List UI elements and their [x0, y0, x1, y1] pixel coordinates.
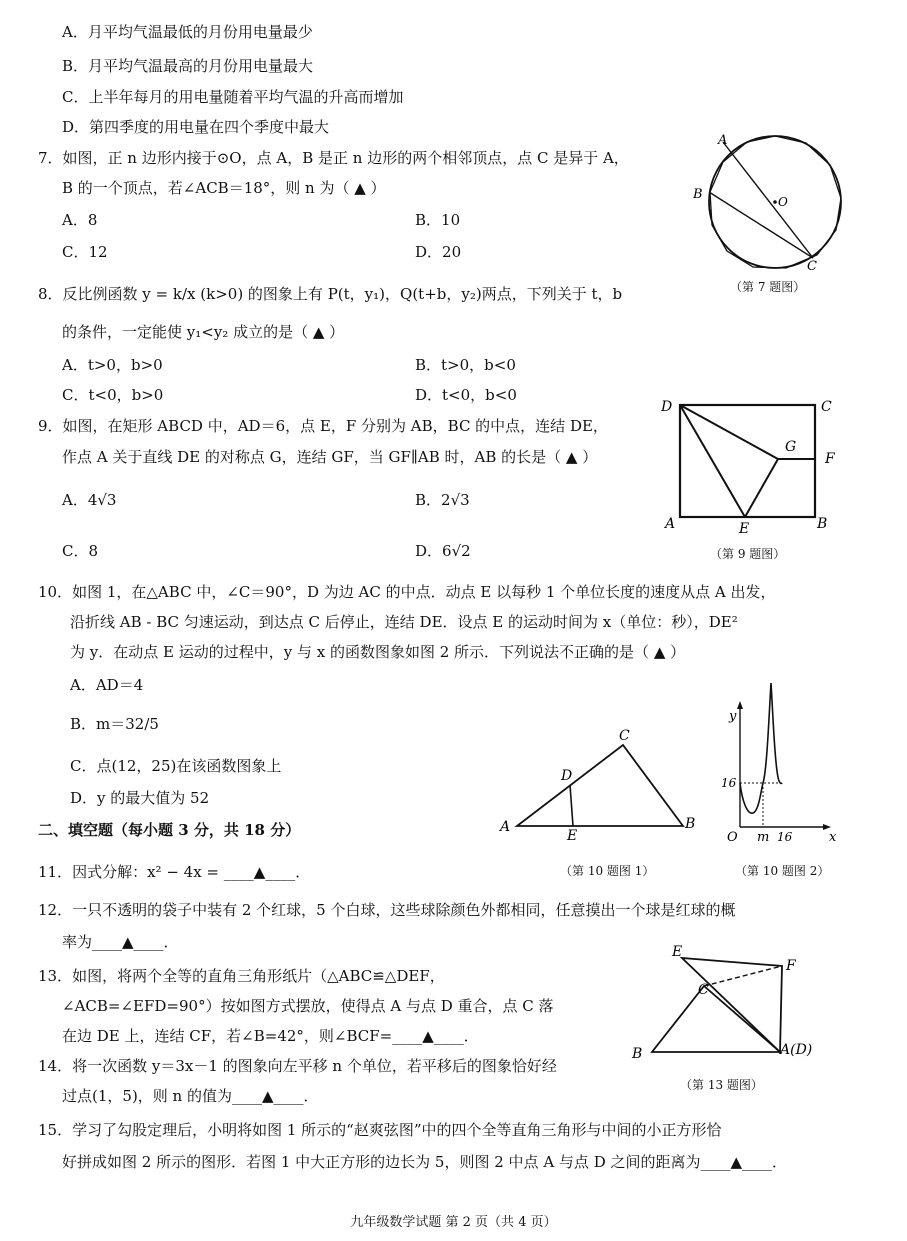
q7-label-b: B — [693, 187, 703, 202]
q7-line-ac — [723, 142, 813, 258]
q6-option-d: D．第四季度的用电量在四个季度中最大 — [62, 118, 330, 136]
q7-label-c: C — [807, 259, 817, 274]
q7-option-a: A．8 — [62, 211, 98, 229]
q10-option-a: A．AD＝4 — [70, 676, 144, 694]
q13-figure — [620, 942, 820, 1072]
q14-stem-line1: 14．将一次函数 y＝3x－1 的图象向左平移 n 个单位，若平移后的图象恰好经 — [38, 1057, 557, 1075]
q15-stem-line2: 好拼成如图 2 所示的图形．若图 1 中大正方形的边长为 5，则图 2 中点 A 与点 D 之间的距离为____▲____． — [62, 1153, 788, 1171]
q10-y-arrow — [737, 701, 743, 709]
q7-stem-line2: B 的一个顶点，若∠ACB＝18°，则 n 为（ ▲ ） — [62, 179, 386, 197]
q13-label-f: F — [786, 958, 796, 974]
q10-triangle-abc — [517, 745, 683, 826]
q10-stem-line2: 沿折线 AB - BC 匀速运动，到达点 C 后停止，连结 DE．设点 E 的运动时间为 x（单位：秒），DE² — [70, 613, 738, 631]
q10-option-b: B．m＝32/5 — [70, 715, 159, 733]
q8-option-a: A．t>0，b>0 — [62, 356, 163, 374]
q10-caption1: （第 10 题图 1） — [560, 864, 655, 878]
q9-rectangle — [680, 405, 815, 517]
q9-label-f: F — [825, 451, 835, 467]
q7-option-d: D．20 — [415, 243, 462, 261]
q8-option-c: C．t<0，b>0 — [62, 386, 164, 404]
q9-stem-line1: 9．如图，在矩形 ABCD 中，AD＝6，点 E，F 分别为 AB，BC 的中点，连结 DE， — [38, 417, 608, 435]
q10-option-c: C．点(12，25)在该函数图象上 — [70, 757, 282, 775]
page-footer: 九年级数学试题 第 2 页（共 4 页） — [350, 1215, 557, 1230]
q10-fig1-label-d: D — [561, 768, 573, 784]
q9-line-eg — [745, 459, 778, 517]
q6-option-a: A．月平均气温最低的月份用电量最少 — [62, 23, 313, 41]
q13-label-c: C — [698, 982, 709, 998]
q7-option-c: C．12 — [62, 243, 108, 261]
q9-label-c: C — [821, 399, 832, 415]
q10-option-d: D．y 的最大值为 52 — [70, 789, 210, 807]
q9-figure — [655, 395, 855, 540]
q9-option-a: A．4√3 — [62, 491, 117, 509]
q8-option-d: D．t<0，b<0 — [415, 386, 517, 404]
q9-label-g: G — [785, 439, 797, 455]
q13-stem-line1: 13．如图，将两个全等的直角三角形纸片（△ABC≌△DEF， — [38, 967, 445, 985]
q8-stem-line1: 8．反比例函数 y = k/x (k>0) 的图象上有 P(t，y₁)，Q(t+b，y₂)两点，下列关于 t，b — [38, 285, 623, 303]
q13-label-ad: A(D) — [780, 1042, 813, 1058]
q10-line-de — [570, 785, 573, 826]
q6-option-c: C．上半年每月的用电量随着平均气温的升高而增加 — [62, 88, 404, 106]
q12-stem-line1: 12．一只不透明的袋子中装有 2 个红球，5 个白球，这些球除颜色外都相同，任意摸出一个球是红球的概 — [38, 901, 736, 919]
q8-option-b: B．t>0，b<0 — [415, 356, 516, 374]
q13-stem-line2: ∠ACB=∠EFD=90°）按如图方式摆放，使得点 A 与点 D 重合，点 C 落 — [62, 997, 554, 1015]
q13-label-b: B — [632, 1046, 643, 1062]
q7-label-a: A — [718, 133, 728, 148]
q15-stem-line1: 15．学习了勾股定理后，小明将如图 1 所示的“赵爽弦图”中的四个全等直角三角形与中间的小正方形恰 — [38, 1121, 722, 1139]
q10-fig2-label-o: O — [727, 830, 738, 845]
q9-caption: （第 9 题图） — [710, 547, 786, 561]
q7-option-b: B．10 — [415, 211, 461, 229]
q10-fig1-label-e: E — [567, 828, 578, 844]
q7-caption: （第 7 题图） — [730, 280, 806, 294]
q9-option-b: B．2√3 — [415, 491, 470, 509]
q7-label-o: O — [778, 195, 788, 209]
q9-label-e: E — [739, 521, 750, 537]
q9-option-d: D．6√2 — [415, 542, 471, 560]
q10-fig2-label-y16: 16 — [721, 776, 737, 790]
q10-fig1-label-a: A — [500, 819, 511, 835]
q9-option-c: C．8 — [62, 542, 99, 560]
q12-stem-line2: 率为____▲____． — [62, 933, 179, 951]
q7-figure — [690, 130, 860, 275]
q10-fig2-label-x: x — [829, 830, 837, 845]
q8-stem-line2: 的条件，一定能使 y₁<y₂ 成立的是（ ▲ ） — [62, 323, 345, 341]
q9-label-d: D — [661, 399, 673, 415]
q10-fig1-label-b: B — [685, 816, 696, 832]
section2-heading: 二、填空题（每小题 3 分，共 18 分） — [38, 821, 301, 839]
q7-stem-line1: 7．如图，正 n 边形内接于⊙O，点 A，B 是正 n 边形的两个相邻顶点，点 C 是异于 A， — [38, 149, 629, 167]
q13-stem-line3: 在边 DE 上，连结 CF，若∠B=42°，则∠BCF=____▲____． — [62, 1027, 479, 1045]
q9-label-b: B — [817, 516, 828, 532]
q10-figure2 — [715, 675, 840, 850]
q9-stem-line2: 作点 A 关于直线 DE 的对称点 G，连结 GF，当 GF∥AB 时，AB 的长是（ ▲ ） — [62, 448, 598, 466]
q13-triangle-abc — [652, 986, 780, 1052]
q10-fig2-label-y: y — [729, 709, 737, 724]
q10-fig1-label-c: C — [619, 728, 630, 744]
q9-label-a: A — [665, 516, 676, 532]
q13-triangle-def — [682, 958, 782, 1052]
q10-fig2-label-m: m — [757, 830, 770, 845]
q10-caption2: （第 10 题图 2） — [735, 864, 830, 878]
q13-caption: （第 13 题图） — [680, 1078, 763, 1092]
q10-stem-line1: 10．如图 1，在△ABC 中，∠C＝90°，D 为边 AC 的中点．动点 E 以每秒 1 个单位长度的速度从点 A 出发， — [38, 583, 776, 601]
q11-stem: 11．因式分解：x² − 4x = ____▲____． — [38, 863, 311, 881]
q10-figure1 — [495, 725, 705, 845]
q10-stem-line3: 为 y．在动点 E 运动的过程中，y 与 x 的函数图象如图 2 所示．下列说法不正确的是（ ▲ ） — [70, 643, 686, 661]
q13-label-e: E — [672, 944, 683, 960]
q6-option-b: B．月平均气温最高的月份用电量最大 — [62, 57, 314, 75]
q10-curve — [740, 683, 782, 813]
q7-center-dot — [773, 200, 777, 204]
q13-line-cf — [704, 966, 782, 986]
q10-fig2-label-x16: 16 — [777, 830, 793, 844]
q14-stem-line2: 过点(1，5)，则 n 的值为____▲____． — [62, 1087, 319, 1105]
